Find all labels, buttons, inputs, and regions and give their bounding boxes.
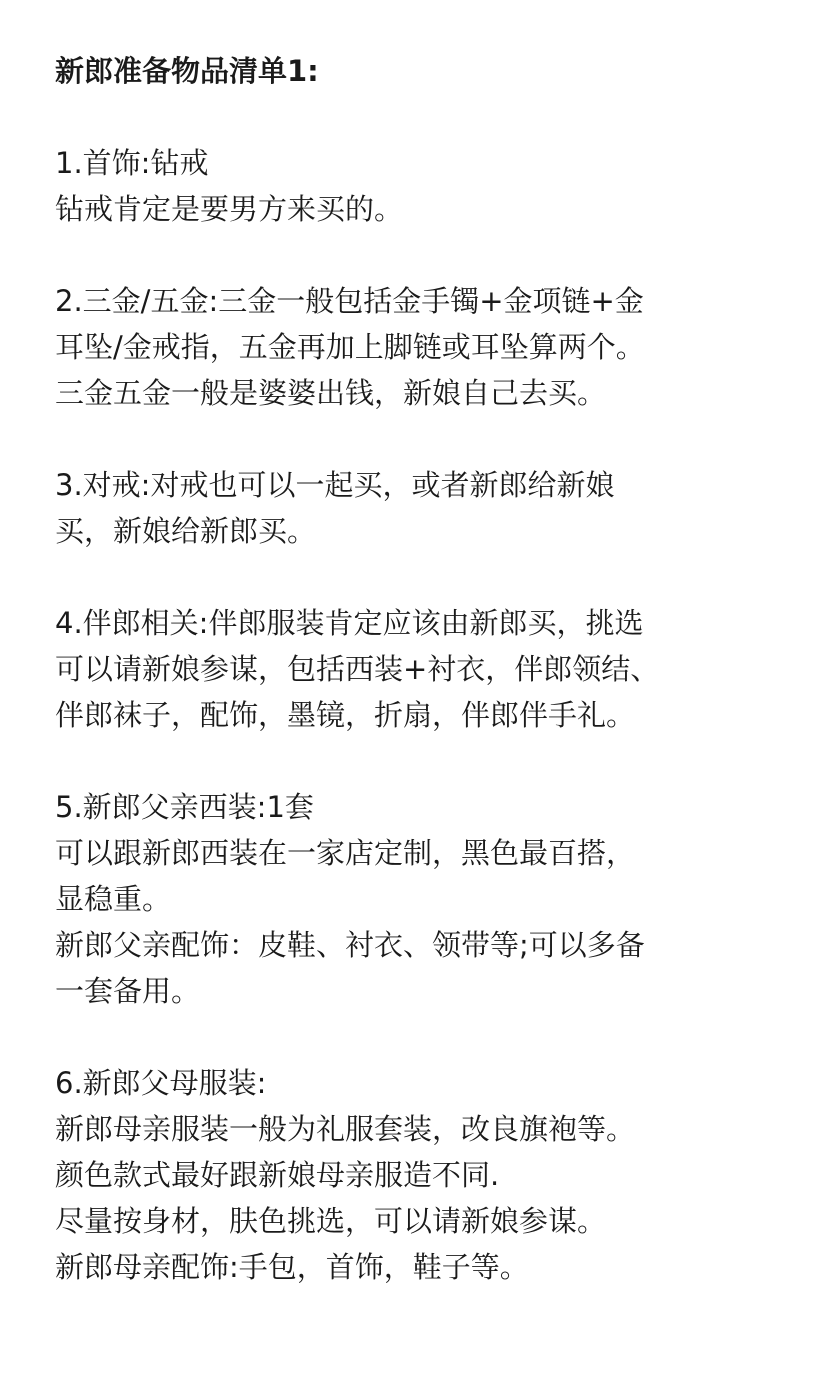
section-text-line: 可以跟新郎西装在一家店定制，黑色最百搭， — [55, 836, 636, 870]
section-text-line: 耳坠/金戒指，五金再加上脚链或耳坠算两个。 — [55, 330, 645, 364]
section-text-line: 尽量按身材，肤色挑选，可以请新娘参谋。 — [55, 1204, 607, 1238]
document-body — [55, 48, 800, 1290]
section-text-line: 三金五金一般是婆婆出钱，新娘自己去买。 — [55, 376, 607, 410]
section-text-line: 新郎母亲服装一般为礼服套装，改良旗袍等。 — [55, 1112, 636, 1146]
section-text-line: 可以请新娘参谋，包括西装+衬衣，伴郎领结、 — [55, 652, 660, 686]
section-1-diamond-ring — [55, 140, 800, 232]
section-heading: 1.首饰:钻戒 — [55, 146, 209, 180]
section-6-parents-clothing — [55, 1060, 800, 1290]
section-2-gold-jewelry — [55, 278, 800, 416]
section-heading: 2.三金/五金:三金一般包括金手镯+金项链+金 — [55, 284, 644, 318]
section-text-line: 新郎父亲配饰：皮鞋、衬衣、领带等;可以多备 — [55, 928, 645, 962]
section-text-line: 显稳重。 — [55, 882, 172, 916]
page-title: 新郎准备物品清单1: — [55, 54, 319, 88]
section-heading: 5.新郎父亲西装:1套 — [55, 790, 314, 824]
section-3-couple-rings — [55, 462, 800, 554]
section-heading: 4.伴郎相关:伴郎服装肯定应该由新郎买，挑选 — [55, 606, 644, 640]
section-4-groomsmen — [55, 600, 800, 738]
section-heading: 6.新郎父母服装: — [55, 1066, 267, 1100]
section-text-line: 伴郎袜子，配饰，墨镜，折扇，伴郎伴手礼。 — [55, 698, 636, 732]
section-text-line: 钻戒肯定是要男方来买的。 — [55, 192, 404, 226]
section-heading: 3.对戒:对戒也可以一起买，或者新郎给新娘 — [55, 468, 615, 502]
section-text-line: 颜色款式最好跟新娘母亲服造不同. — [55, 1158, 500, 1192]
section-text-line: 买，新娘给新郎买。 — [55, 514, 317, 548]
section-5-father-suit — [55, 784, 800, 1014]
section-text-line: 新郎母亲配饰:手包，首饰，鞋子等。 — [55, 1250, 529, 1284]
section-text-line: 一套备用。 — [55, 974, 201, 1008]
